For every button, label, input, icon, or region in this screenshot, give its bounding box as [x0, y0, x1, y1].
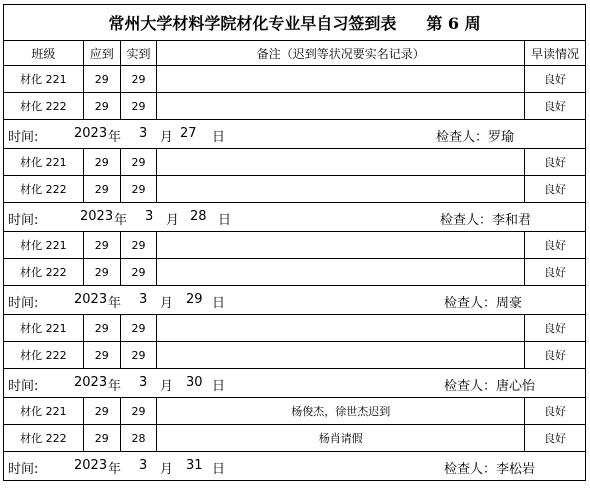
date-day-unit: 日 — [212, 462, 226, 477]
date-line — [4, 452, 585, 480]
cell-reading: 良好 — [525, 425, 586, 452]
cell-reading: 良好 — [525, 342, 586, 369]
cell-remark — [157, 149, 525, 176]
date-cell — [4, 369, 586, 398]
date-day-unit: 日 — [218, 213, 232, 228]
date-year-unit: 年 — [108, 296, 122, 311]
date-checker: 检查人：周豪 — [444, 296, 523, 311]
date-cell — [4, 120, 586, 149]
cell-remark: 杨肖请假 — [157, 425, 525, 452]
attendance-sheet — [3, 4, 586, 481]
cell-should: 29 — [83, 342, 120, 369]
table-row — [4, 259, 586, 286]
cell-actual: 29 — [120, 342, 157, 369]
cell-reading: 良好 — [525, 66, 586, 93]
cell-reading: 良好 — [525, 149, 586, 176]
date-checker: 检查人：罗瑜 — [436, 130, 515, 145]
date-month-unit: 月 — [160, 379, 174, 394]
date-cell — [4, 452, 586, 481]
cell-remark — [157, 259, 525, 286]
table-row — [4, 232, 586, 259]
cell-remark — [157, 93, 525, 120]
date-checker: 检查人：李和君 — [440, 213, 532, 228]
cell-class: 材化 221 — [4, 398, 84, 425]
date-line — [4, 203, 585, 231]
date-year-unit: 年 — [108, 130, 122, 145]
date-row — [4, 369, 586, 398]
sheet-title: 常州大学材料学院材化专业早自习签到表 — [108, 14, 397, 33]
date-day: 30 — [186, 375, 203, 390]
cell-reading: 良好 — [525, 259, 586, 286]
date-month: 3 — [145, 209, 154, 224]
date-time-label: 时间: — [8, 379, 39, 394]
table-row — [4, 149, 586, 176]
cell-actual: 29 — [120, 315, 157, 342]
cell-class: 材化 222 — [4, 259, 84, 286]
table-row — [4, 342, 586, 369]
header-reading: 早读情况 — [525, 41, 586, 66]
cell-actual: 29 — [120, 176, 157, 203]
table-row — [4, 425, 586, 452]
date-month-unit: 月 — [166, 213, 180, 228]
date-line — [4, 120, 585, 148]
date-cell — [4, 286, 586, 315]
date-time-label: 时间: — [8, 296, 39, 311]
date-day: 31 — [186, 458, 203, 473]
date-day-unit: 日 — [212, 130, 226, 145]
cell-actual: 29 — [120, 232, 157, 259]
date-month: 3 — [139, 126, 148, 141]
date-day-unit: 日 — [212, 296, 226, 311]
date-year-unit: 年 — [114, 213, 128, 228]
sheet-title-row — [3, 4, 586, 40]
date-year: 2023 — [74, 126, 108, 141]
date-row — [4, 120, 586, 149]
date-checker: 检查人：唐心怡 — [444, 379, 536, 394]
header-class: 班级 — [4, 41, 84, 66]
cell-class: 材化 222 — [4, 93, 84, 120]
table-row — [4, 176, 586, 203]
date-time-label: 时间: — [8, 462, 39, 477]
header-should: 应到 — [83, 41, 120, 66]
table-row — [4, 66, 586, 93]
date-month: 3 — [139, 292, 148, 307]
date-day: 29 — [186, 292, 203, 307]
header-row — [4, 41, 586, 66]
cell-actual: 29 — [120, 149, 157, 176]
date-year: 2023 — [74, 292, 108, 307]
cell-remark — [157, 66, 525, 93]
cell-class: 材化 221 — [4, 149, 84, 176]
cell-should: 29 — [83, 425, 120, 452]
week-label: 第 6 周 — [426, 14, 481, 33]
cell-should: 29 — [83, 176, 120, 203]
date-month-unit: 月 — [160, 462, 174, 477]
cell-actual: 29 — [120, 259, 157, 286]
cell-class: 材化 222 — [4, 425, 84, 452]
table-row — [4, 315, 586, 342]
cell-actual: 29 — [120, 398, 157, 425]
date-year-unit: 年 — [108, 462, 122, 477]
cell-should: 29 — [83, 259, 120, 286]
cell-should: 29 — [83, 66, 120, 93]
cell-remark — [157, 176, 525, 203]
attendance-table — [3, 40, 586, 481]
cell-should: 29 — [83, 149, 120, 176]
date-row — [4, 203, 586, 232]
date-day: 27 — [180, 126, 197, 141]
date-row — [4, 286, 586, 315]
date-cell — [4, 203, 586, 232]
cell-remark — [157, 342, 525, 369]
cell-class: 材化 222 — [4, 342, 84, 369]
cell-class: 材化 221 — [4, 315, 84, 342]
table-row — [4, 398, 586, 425]
table-row — [4, 93, 586, 120]
cell-reading: 良好 — [525, 93, 586, 120]
header-remark: 备注（迟到等状况要实名记录） — [157, 41, 525, 66]
date-row — [4, 452, 586, 481]
cell-reading: 良好 — [525, 398, 586, 425]
cell-reading: 良好 — [525, 176, 586, 203]
cell-remark: 杨俊杰，徐世杰迟到 — [157, 398, 525, 425]
cell-class: 材化 221 — [4, 232, 84, 259]
date-month: 3 — [139, 458, 148, 473]
cell-actual: 28 — [120, 425, 157, 452]
cell-remark — [157, 232, 525, 259]
cell-reading: 良好 — [525, 232, 586, 259]
cell-should: 29 — [83, 398, 120, 425]
date-day: 28 — [190, 209, 207, 224]
date-year: 2023 — [74, 375, 108, 390]
date-time-label: 时间: — [8, 213, 39, 228]
date-year: 2023 — [74, 458, 108, 473]
header-actual: 实到 — [120, 41, 157, 66]
cell-actual: 29 — [120, 66, 157, 93]
cell-should: 29 — [83, 315, 120, 342]
cell-actual: 29 — [120, 93, 157, 120]
date-year-unit: 年 — [108, 379, 122, 394]
cell-should: 29 — [83, 232, 120, 259]
date-checker: 检查人：李松岩 — [444, 462, 536, 477]
date-line — [4, 286, 585, 314]
date-month: 3 — [139, 375, 148, 390]
date-year: 2023 — [80, 209, 114, 224]
cell-reading: 良好 — [525, 315, 586, 342]
cell-class: 材化 221 — [4, 66, 84, 93]
date-month-unit: 月 — [160, 130, 174, 145]
date-month-unit: 月 — [160, 296, 174, 311]
date-day-unit: 日 — [212, 379, 226, 394]
cell-remark — [157, 315, 525, 342]
date-time-label: 时间: — [8, 130, 39, 145]
date-line — [4, 369, 585, 397]
cell-should: 29 — [83, 93, 120, 120]
cell-class: 材化 222 — [4, 176, 84, 203]
